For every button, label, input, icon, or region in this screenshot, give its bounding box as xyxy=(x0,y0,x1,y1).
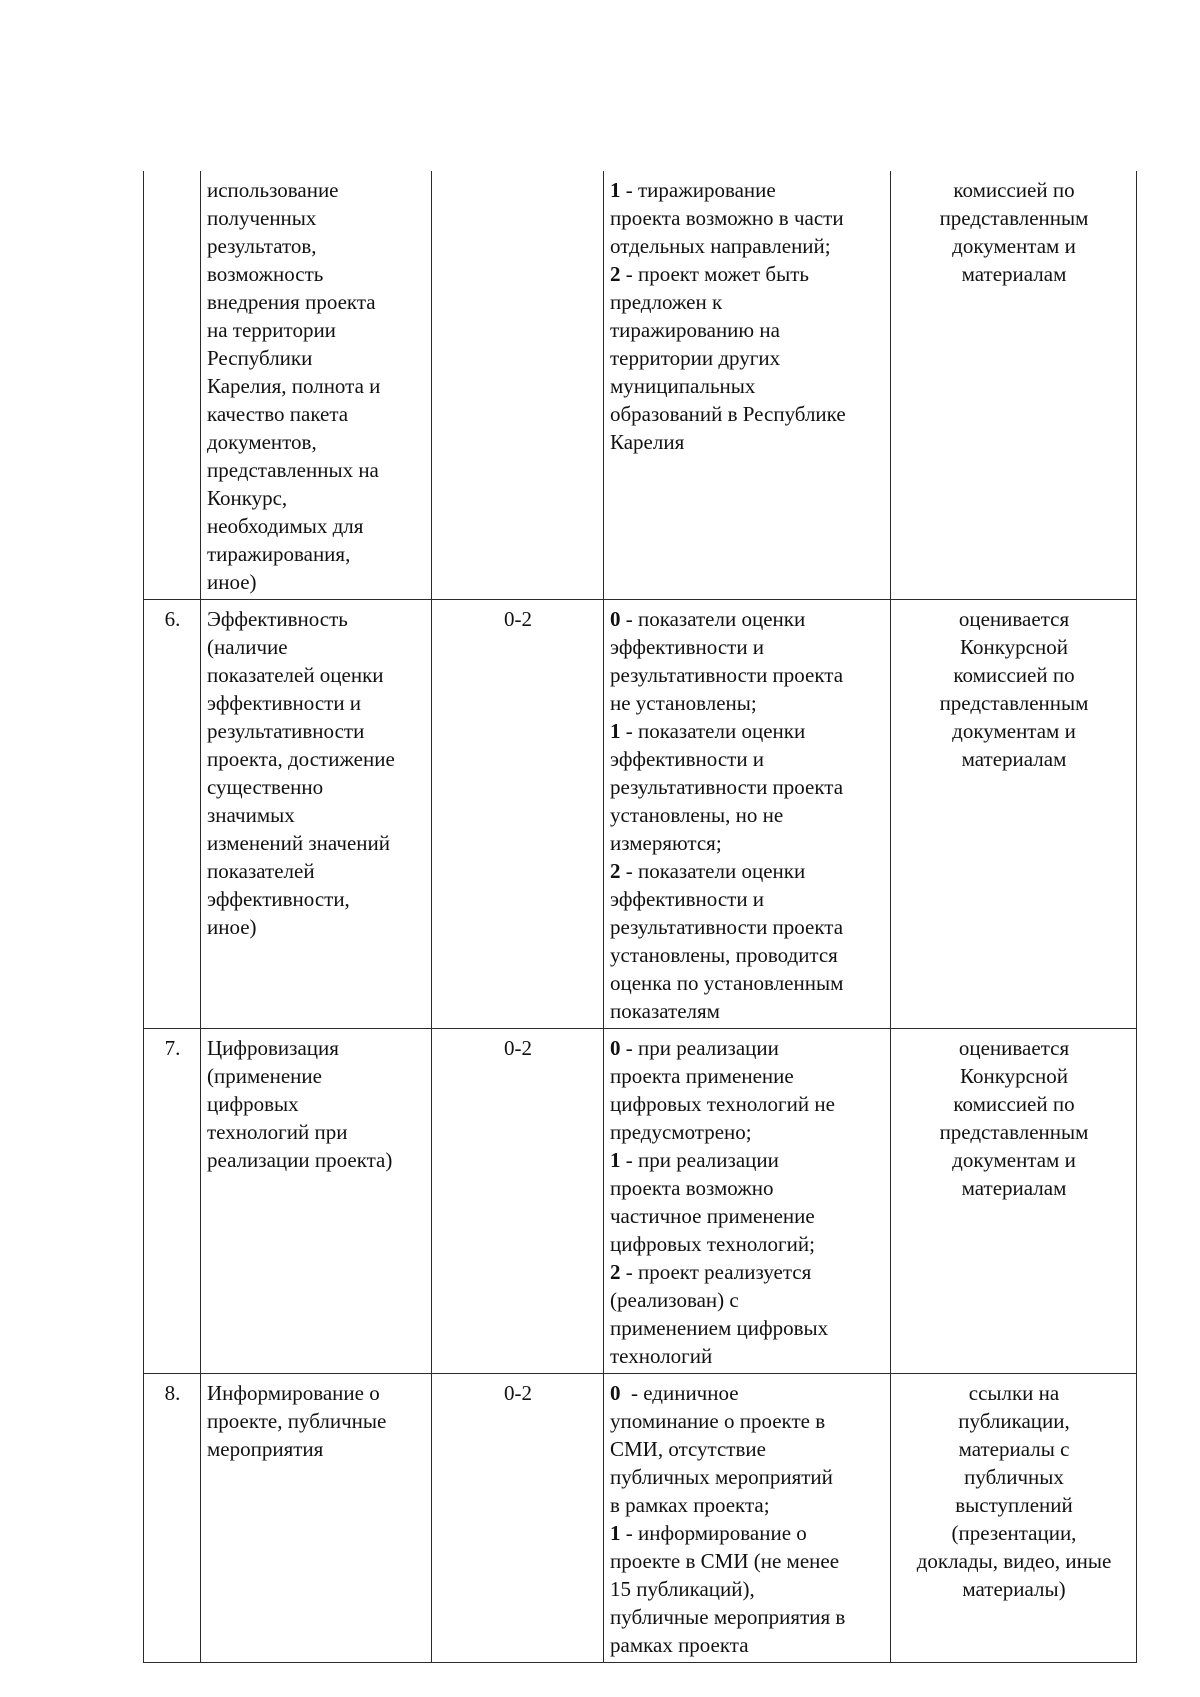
score-text: установлены, проводится xyxy=(610,943,838,967)
evaluation-source-line: комиссией по xyxy=(953,178,1075,202)
score-text: оценка по установленным xyxy=(610,971,844,995)
criterion-name-line: эффективности, xyxy=(207,887,350,911)
scoring-description-line xyxy=(610,1286,885,1314)
scoring-description-line xyxy=(610,428,885,456)
evaluation-source-line: материалы) xyxy=(962,1577,1066,1601)
evaluation-source-line: комиссией по xyxy=(953,663,1075,687)
scoring-description-line xyxy=(610,1463,885,1491)
score-text: публичных мероприятий xyxy=(610,1465,833,1489)
scoring-description-cell xyxy=(604,600,891,1029)
score-text: образований в Республике xyxy=(610,402,846,426)
evaluation-source-line: материалам xyxy=(961,747,1067,771)
points-range-cell xyxy=(432,1029,604,1374)
scoring-description-line xyxy=(610,372,885,400)
scoring-description-line xyxy=(610,885,885,913)
criterion-name-line: Информирование о xyxy=(207,1381,380,1405)
evaluation-source-cell xyxy=(891,600,1137,1029)
evaluation-source-line: публикации, xyxy=(958,1409,1070,1433)
row-number-cell xyxy=(144,600,201,1029)
scoring-description-line xyxy=(610,941,885,969)
scoring-description-line xyxy=(610,1230,885,1258)
score-text: - проект реализуется xyxy=(620,1260,812,1284)
criterion-name-line: показателей xyxy=(207,859,315,883)
score-text: СМИ, отсутствие xyxy=(610,1437,766,1461)
score-text: не установлены; xyxy=(610,691,757,715)
score-value: 2 xyxy=(610,1260,621,1284)
evaluation-source-cell xyxy=(891,171,1137,600)
criterion-name-line: Конкурс, xyxy=(207,486,288,510)
score-text: цифровых технологий не xyxy=(610,1092,835,1116)
criteria-table-body xyxy=(144,171,1137,1663)
criterion-name-line: Карелия, полнота и xyxy=(207,374,381,398)
score-text: территории других xyxy=(610,346,781,370)
score-value: 2 xyxy=(610,859,621,883)
score-text: установлены, но не xyxy=(610,803,784,827)
scoring-description-line xyxy=(610,1202,885,1230)
score-text: проекта возможно в части xyxy=(610,206,844,230)
scoring-description-line xyxy=(610,1174,885,1202)
score-text: рамках проекта xyxy=(610,1633,749,1657)
scoring-description-line xyxy=(610,232,885,260)
score-value: 1 xyxy=(610,1521,621,1545)
scoring-description-line xyxy=(610,176,885,204)
criterion-name-cell xyxy=(201,1029,432,1374)
score-text: проекта применение xyxy=(610,1064,794,1088)
scoring-description-line xyxy=(610,913,885,941)
scoring-description-line xyxy=(610,969,885,997)
points-range-cell xyxy=(432,171,604,600)
score-text: результативности проекта xyxy=(610,915,844,939)
criterion-name-line: значимых xyxy=(207,803,295,827)
score-text: проекта возможно xyxy=(610,1176,774,1200)
scoring-description-line xyxy=(610,717,885,745)
score-text: - проект может быть xyxy=(620,262,809,286)
criterion-name-line: цифровых xyxy=(207,1092,299,1116)
evaluation-source-line: публичных xyxy=(964,1465,1064,1489)
evaluation-source-line: Конкурсной xyxy=(960,1064,1068,1088)
criterion-name-line: Эффективность xyxy=(207,607,348,631)
score-value: 0 xyxy=(610,607,621,631)
score-text: 15 публикаций), xyxy=(610,1577,755,1601)
scoring-description-line xyxy=(610,857,885,885)
scoring-description-line xyxy=(610,1631,885,1659)
score-text: эффективности и xyxy=(610,635,765,659)
scoring-description-line xyxy=(610,1258,885,1286)
score-text: публичные мероприятия в xyxy=(610,1605,846,1629)
scoring-description-line xyxy=(610,1407,885,1435)
criterion-name-line: Цифровизация xyxy=(207,1036,339,1060)
scoring-description-line xyxy=(610,1062,885,1090)
score-text: - показатели оценки xyxy=(620,719,806,743)
criterion-name-line: тиражирования, xyxy=(207,542,351,566)
criterion-name-line: представленных на xyxy=(207,458,379,482)
scoring-description-line xyxy=(610,344,885,372)
criterion-name-line: полученных xyxy=(207,206,317,230)
criterion-name-line: (наличие xyxy=(207,635,288,659)
score-value: 1 xyxy=(610,178,621,202)
scoring-description-line xyxy=(610,801,885,829)
evaluation-source-line: оценивается xyxy=(958,607,1070,631)
scoring-description-line xyxy=(610,316,885,344)
criterion-name-line: показателей оценки xyxy=(207,663,384,687)
score-value: 0 xyxy=(610,1381,621,1405)
scoring-description-line xyxy=(610,1519,885,1547)
criterion-name-line: технологий при xyxy=(207,1120,348,1144)
scoring-description-line xyxy=(610,1034,885,1062)
points-range-cell xyxy=(432,600,604,1029)
criterion-name-line: эффективности и xyxy=(207,691,362,715)
score-text: муниципальных xyxy=(610,374,756,398)
score-text: - при реализации xyxy=(620,1036,779,1060)
scoring-description-cell xyxy=(604,171,891,600)
criterion-name-cell xyxy=(201,1374,432,1663)
criterion-name-line: иное) xyxy=(207,915,257,939)
score-text: цифровых технологий; xyxy=(610,1232,815,1256)
criterion-name-line: возможность xyxy=(207,262,324,286)
row-number: 8. xyxy=(164,1381,181,1405)
table-row xyxy=(144,171,1137,600)
scoring-description-line xyxy=(610,633,885,661)
evaluation-source-line: комиссией по xyxy=(953,1092,1075,1116)
score-text: - единичное xyxy=(620,1381,739,1405)
evaluation-source-cell xyxy=(891,1374,1137,1663)
table-row xyxy=(144,600,1137,1029)
evaluation-source-line: представленным xyxy=(939,691,1089,715)
score-value: 0 xyxy=(610,1036,621,1060)
evaluation-source-line: ссылки на xyxy=(968,1381,1060,1405)
row-number: 7. xyxy=(164,1036,181,1060)
criterion-name-line: на территории xyxy=(207,318,336,342)
scoring-description-line xyxy=(610,1379,885,1407)
scoring-description-line xyxy=(610,1118,885,1146)
score-text: проекте в СМИ (не менее xyxy=(610,1549,840,1573)
score-text: эффективности и xyxy=(610,747,765,771)
score-text: - тиражирование xyxy=(620,178,776,202)
scoring-description-line xyxy=(610,1146,885,1174)
evaluation-source-line: материалы с xyxy=(958,1437,1070,1461)
criteria-table xyxy=(143,171,1137,1663)
scoring-description-line xyxy=(610,1547,885,1575)
score-text: эффективности и xyxy=(610,887,765,911)
score-text: применением цифровых xyxy=(610,1316,829,1340)
scoring-description-line xyxy=(610,1314,885,1342)
criterion-name-line: внедрения проекта xyxy=(207,290,376,314)
points-range-cell xyxy=(432,1374,604,1663)
points-range: 0-2 xyxy=(504,607,532,631)
score-text: - при реализации xyxy=(620,1148,779,1172)
scoring-description-line xyxy=(610,1342,885,1370)
score-text: Карелия xyxy=(610,430,685,454)
scoring-description-line xyxy=(610,605,885,633)
scoring-description-cell xyxy=(604,1029,891,1374)
criterion-name-cell xyxy=(201,171,432,600)
score-text: частичное применение xyxy=(610,1204,815,1228)
criterion-name-line: необходимых для xyxy=(207,514,364,538)
score-text: предложен к xyxy=(610,290,723,314)
score-text: - показатели оценки xyxy=(620,607,806,631)
criterion-name-line: реализации проекта) xyxy=(207,1148,393,1172)
row-number-cell xyxy=(144,1029,201,1374)
criterion-name-line: мероприятия xyxy=(207,1437,324,1461)
score-text: тиражированию на xyxy=(610,318,780,342)
score-text: упоминание о проекте в xyxy=(610,1409,826,1433)
evaluation-source-line: доклады, видео, иные xyxy=(916,1549,1112,1573)
criterion-name-line: изменений значений xyxy=(207,831,390,855)
score-text: (реализован) с xyxy=(610,1288,739,1312)
evaluation-source-cell xyxy=(891,1029,1137,1374)
scoring-description-line xyxy=(610,689,885,717)
table-row xyxy=(144,1029,1137,1374)
score-text: отдельных направлений; xyxy=(610,234,831,258)
score-value: 1 xyxy=(610,1148,621,1172)
scoring-description-line xyxy=(610,773,885,801)
score-text: предусмотрено; xyxy=(610,1120,752,1144)
evaluation-source-line: Конкурсной xyxy=(960,635,1068,659)
points-range: 0-2 xyxy=(504,1036,532,1060)
criterion-name-line: Республики xyxy=(207,346,313,370)
scoring-description-line xyxy=(610,1575,885,1603)
scoring-description-line xyxy=(610,829,885,857)
evaluation-source-line: (презентации, xyxy=(951,1521,1077,1545)
score-text: измеряются; xyxy=(610,831,722,855)
row-number: 6. xyxy=(164,607,181,631)
criterion-name-line: существенно xyxy=(207,775,324,799)
score-value: 1 xyxy=(610,719,621,743)
row-number-cell xyxy=(144,1374,201,1663)
score-text: - показатели оценки xyxy=(620,859,806,883)
criterion-name-line: использование xyxy=(207,178,339,202)
criterion-name-line: качество пакета xyxy=(207,402,349,426)
evaluation-source-line: выступлений xyxy=(955,1493,1073,1517)
score-text: в рамках проекта; xyxy=(610,1493,770,1517)
criterion-name-line: проекте, публичные xyxy=(207,1409,387,1433)
score-text: результативности проекта xyxy=(610,775,844,799)
criterion-name-line: проекта, достижение xyxy=(207,747,395,771)
score-text: - информирование о xyxy=(620,1521,807,1545)
score-text: показателям xyxy=(610,999,720,1023)
score-value: 2 xyxy=(610,262,621,286)
evaluation-source-line: документам и xyxy=(952,719,1076,743)
criterion-name-line: результативности xyxy=(207,719,365,743)
scoring-description-line xyxy=(610,661,885,689)
scoring-description-line xyxy=(610,288,885,316)
points-range: 0-2 xyxy=(504,1381,532,1405)
scoring-description-cell xyxy=(604,1374,891,1663)
scoring-description-line xyxy=(610,204,885,232)
row-number-cell xyxy=(144,171,201,600)
criterion-name-line: иное) xyxy=(207,570,257,594)
criterion-name-cell xyxy=(201,600,432,1029)
scoring-description-line xyxy=(610,1090,885,1118)
scoring-description-line xyxy=(610,260,885,288)
evaluation-source-line: оценивается xyxy=(958,1036,1070,1060)
evaluation-source-line: материалам xyxy=(961,1176,1067,1200)
score-text: технологий xyxy=(610,1344,713,1368)
evaluation-source-line: документам и xyxy=(952,234,1076,258)
score-text: результативности проекта xyxy=(610,663,844,687)
criterion-name-line: документов, xyxy=(207,430,317,454)
scoring-description-line xyxy=(610,1435,885,1463)
scoring-description-line xyxy=(610,1491,885,1519)
scoring-description-line xyxy=(610,1603,885,1631)
evaluation-source-line: представленным xyxy=(939,1120,1089,1144)
table-row xyxy=(144,1374,1137,1663)
scoring-description-line xyxy=(610,745,885,773)
criterion-name-line: результатов, xyxy=(207,234,317,258)
criterion-name-line: (применение xyxy=(207,1064,322,1088)
evaluation-source-line: документам и xyxy=(952,1148,1076,1172)
scoring-description-line xyxy=(610,997,885,1025)
evaluation-source-line: представленным xyxy=(939,206,1089,230)
scoring-description-line xyxy=(610,400,885,428)
evaluation-source-line: материалам xyxy=(961,262,1067,286)
